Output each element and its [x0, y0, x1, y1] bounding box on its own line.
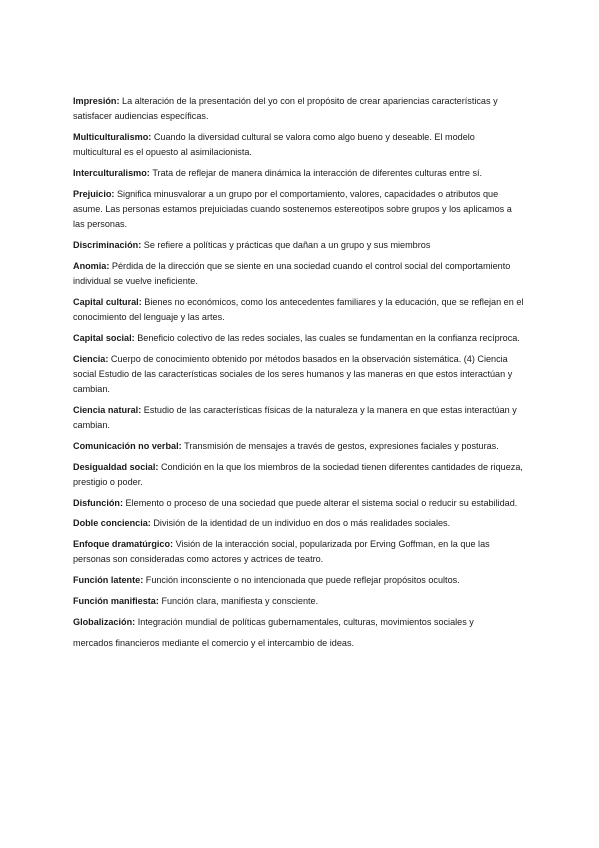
entry-term: Multiculturalismo [73, 132, 149, 142]
entry-definition: Visión de la interacción social, popularizada por Erving Goffman, en la que las personas son consideradas como actores y actrices de teatro. [73, 539, 490, 565]
entry-definition: Elemento o proceso de una sociedad que puede alterar el sistema social o reducir su estabilidad. [125, 497, 518, 508]
entry-definition: La alteración de la presentación del yo con el propósito de crear apariencias características y satisfacer audiencias específicas. [73, 96, 498, 122]
glossary-entry-capital-social [73, 331, 525, 346]
glossary-entry-prejuicio [73, 187, 525, 233]
entry-definition: División de la identidad de un individuo en dos o más realidades sociales. [153, 518, 451, 529]
entry-definition: Cuando la diversidad cultural se valora como algo bueno y deseable. El modelo multicultural es el opuesto al asimilacionista. [73, 132, 475, 158]
entry-separator: : [148, 132, 154, 142]
entry-definition: Se refiere a políticas y prácticas que dañan a un grupo y sus miembros [143, 240, 431, 250]
glossary-entry-doble-conciencia [73, 516, 525, 531]
entry-term: Ciencia [73, 353, 106, 364]
entry-term: Capital social [73, 332, 132, 343]
glossary-entry-ciencia-natural [73, 403, 525, 433]
entry-separator: : [132, 616, 138, 627]
entry-definition: Integración mundial de políticas gubernamentales, culturas, movimientos sociales y [137, 616, 474, 627]
entry-separator: : [178, 440, 185, 451]
entry-term: Capital cultural [73, 296, 139, 307]
entry-separator: : [106, 260, 112, 271]
entry-term: Función manifiesta [73, 595, 156, 606]
entry-term: Prejuicio [73, 188, 112, 199]
entry-separator: : [119, 497, 126, 508]
glossary [73, 94, 525, 656]
glossary-entry-multiculturalismo [73, 130, 525, 160]
entry-definition: Bienes no económicos, como los antecedentes familiares y la educación, que se reflejan en el conocimiento del lenguaje y las artes. [73, 296, 524, 322]
glossary-entry-ciencia [73, 352, 525, 398]
glossary-entry-globalizacion [73, 615, 525, 630]
glossary-entry-capital-cultural [73, 295, 525, 325]
entry-term: Discriminación [73, 240, 139, 250]
entry-term: Función latente [73, 575, 141, 586]
entry-separator: : [155, 461, 161, 472]
entry-term: Interculturalismo [73, 168, 147, 178]
entry-term: Anomia [73, 260, 107, 271]
glossary-entry-discriminacion [73, 238, 525, 253]
glossary-entry-funcion-latente [73, 573, 525, 588]
entry-separator: : [138, 240, 144, 250]
entry-term: Globalización [73, 616, 133, 627]
entry-term: Comunicación no verbal [73, 440, 179, 451]
entry-term: Ciencia natural [73, 404, 139, 415]
entry-definition: Significa minusvalorar a un grupo por el comportamiento, valores, capacidades o atributos que asume. Las personas estamos prejuiciadas cuando sostenemos estereotipos sobre grupos y los aplicamos a las personas. [73, 188, 512, 230]
entry-separator: : [116, 96, 123, 106]
entry-definition: Transmisión de mensajes a través de gestos, expresiones faciales y posturas. [184, 440, 499, 451]
entry-separator: : [170, 539, 176, 550]
entry-definition: Pérdida de la dirección que se siente en una sociedad cuando el control social del comportamiento individual se vuelve ineficiente. [73, 260, 511, 286]
entry-separator: : [138, 404, 144, 415]
glossary-continuation-line: mercados financieros mediante el comercio y el intercambio de ideas. [73, 637, 355, 648]
entry-separator: : [138, 296, 145, 307]
entry-separator: : [147, 518, 154, 529]
glossary-entry-funcion-manifiesta [73, 594, 525, 609]
entry-definition: Condición en la que los miembros de la sociedad tienen diferentes cantidades de riqueza, prestigio o poder. [73, 461, 523, 487]
entry-separator: : [131, 332, 138, 343]
entry-separator: : [140, 575, 146, 586]
entry-separator: : [146, 168, 153, 178]
glossary-entry-impresion [73, 94, 525, 124]
entry-term: Desigualdad social [73, 461, 156, 472]
entry-term: Disfunción [73, 497, 120, 508]
entry-separator: : [155, 595, 162, 606]
entry-term: Impresión [73, 96, 117, 106]
entry-term: Doble conciencia [73, 518, 148, 529]
glossary-entry-enfoque-dramaturgico [73, 537, 525, 567]
glossary-entry-desigualdad-social [73, 460, 525, 490]
entry-definition: Función inconsciente o no intencionada que puede reflejar propósitos ocultos. [145, 575, 460, 586]
glossary-entry-disfuncion [73, 496, 525, 511]
entry-separator: : [111, 188, 117, 199]
glossary-entry-comunicacion-no-verbal [73, 439, 525, 454]
entry-term: Enfoque dramatúrgico [73, 539, 171, 550]
entry-definition: Trata de reflejar de manera dinámica la interacción de diferentes culturas entre sí. [152, 168, 483, 178]
entry-definition: Beneficio colectivo de las redes sociales, las cuales se fundamentan en la confianza recíproca. [137, 332, 520, 343]
entry-definition: Cuerpo de conocimiento obtenido por métodos basados en la observación sistemática. (4) Ciencia social Estudio de las características sociales de los seres humanos y las maneras en que estos interactúan y cambian. [73, 353, 513, 394]
entry-definition: Función clara, manifiesta y consciente. [161, 595, 319, 606]
entry-definition: Estudio de las características físicas de la naturaleza y la manera en que estas interactúan y cambian. [73, 404, 517, 430]
glossary-entry-interculturalismo [73, 166, 525, 181]
glossary-entry-anomia [73, 259, 525, 289]
entry-separator: : [105, 353, 111, 364]
